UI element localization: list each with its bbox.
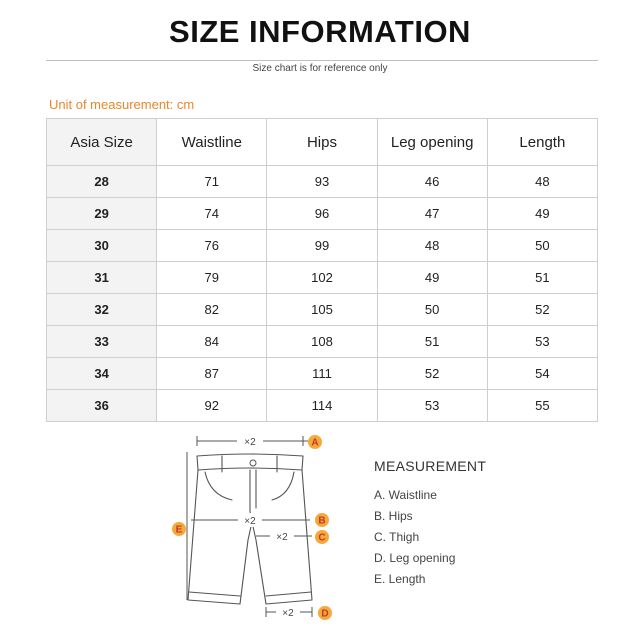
table-cell: 79 <box>157 262 267 294</box>
table-cell: 50 <box>487 230 597 262</box>
shorts-fly <box>250 470 258 517</box>
table-cell: 108 <box>267 326 377 358</box>
column-header: Leg opening <box>377 119 487 166</box>
page-title: SIZE INFORMATION <box>169 14 471 49</box>
multiplier-label: ×2 <box>244 437 256 448</box>
table-cell: 49 <box>487 198 597 230</box>
unit-label: Unit of measurement: cm <box>49 97 195 112</box>
measurement-item: D. Leg opening <box>374 551 456 565</box>
table-cell: 105 <box>267 294 377 326</box>
measurement-legend <box>374 458 486 586</box>
table-cell: 53 <box>377 390 487 422</box>
measurement-item: A. Waistline <box>374 488 437 502</box>
table-cell: 55 <box>487 390 597 422</box>
table-cell: 52 <box>377 358 487 390</box>
table-cell: 92 <box>157 390 267 422</box>
table-cell: 99 <box>267 230 377 262</box>
table-cell: 51 <box>487 262 597 294</box>
multiplier-label: ×2 <box>282 608 294 619</box>
column-header: Hips <box>267 119 377 166</box>
hem-left <box>189 592 240 596</box>
pocket-left <box>205 472 232 500</box>
table-cell: 84 <box>157 326 267 358</box>
measurement-title: MEASUREMENT <box>374 458 487 474</box>
table-cell: 46 <box>377 166 487 198</box>
measurement-item: E. Length <box>374 572 426 586</box>
table-cell: 87 <box>157 358 267 390</box>
table-cell: 74 <box>157 198 267 230</box>
table-cell: 102 <box>267 262 377 294</box>
size-cell: 32 <box>47 294 157 326</box>
size-cell: 34 <box>47 358 157 390</box>
marker-a-label: A <box>311 437 319 449</box>
hem-right <box>266 592 311 596</box>
marker-d-label: D <box>321 608 329 620</box>
size-cell: 28 <box>47 166 157 198</box>
table-cell: 51 <box>377 326 487 358</box>
measurement-item: B. Hips <box>374 509 413 523</box>
measurement-list <box>374 488 486 586</box>
size-cell: 36 <box>47 390 157 422</box>
marker-e-label: E <box>175 524 183 536</box>
marker-c-label: C <box>318 532 326 544</box>
marker-b-label: B <box>318 515 326 527</box>
table-cell: 54 <box>487 358 597 390</box>
table-cell: 93 <box>267 166 377 198</box>
pocket-right <box>272 472 294 500</box>
table-cell: 47 <box>377 198 487 230</box>
reference-note: Size chart is for reference only <box>252 63 388 74</box>
table-cell: 50 <box>377 294 487 326</box>
belt-loop <box>222 456 277 472</box>
table-cell: 111 <box>267 358 377 390</box>
column-header: Asia Size <box>47 119 157 166</box>
multiplier-label: ×2 <box>244 516 256 527</box>
size-cell: 30 <box>47 230 157 262</box>
table-cell: 71 <box>157 166 267 198</box>
table-cell: 48 <box>377 230 487 262</box>
table-cell: 96 <box>267 198 377 230</box>
table-cell: 82 <box>157 294 267 326</box>
size-cell: 33 <box>47 326 157 358</box>
measurement-item: C. Thigh <box>374 530 420 544</box>
button-icon <box>250 460 256 466</box>
column-header: Waistline <box>157 119 267 166</box>
table-cell: 114 <box>267 390 377 422</box>
table-cell: 48 <box>487 166 597 198</box>
size-cell: 31 <box>47 262 157 294</box>
multiplier-label: ×2 <box>276 532 288 543</box>
table-cell: 53 <box>487 326 597 358</box>
column-header: Length <box>487 119 597 166</box>
table-cell: 76 <box>157 230 267 262</box>
size-cell: 29 <box>47 198 157 230</box>
table-cell: 49 <box>377 262 487 294</box>
table-cell: 52 <box>487 294 597 326</box>
